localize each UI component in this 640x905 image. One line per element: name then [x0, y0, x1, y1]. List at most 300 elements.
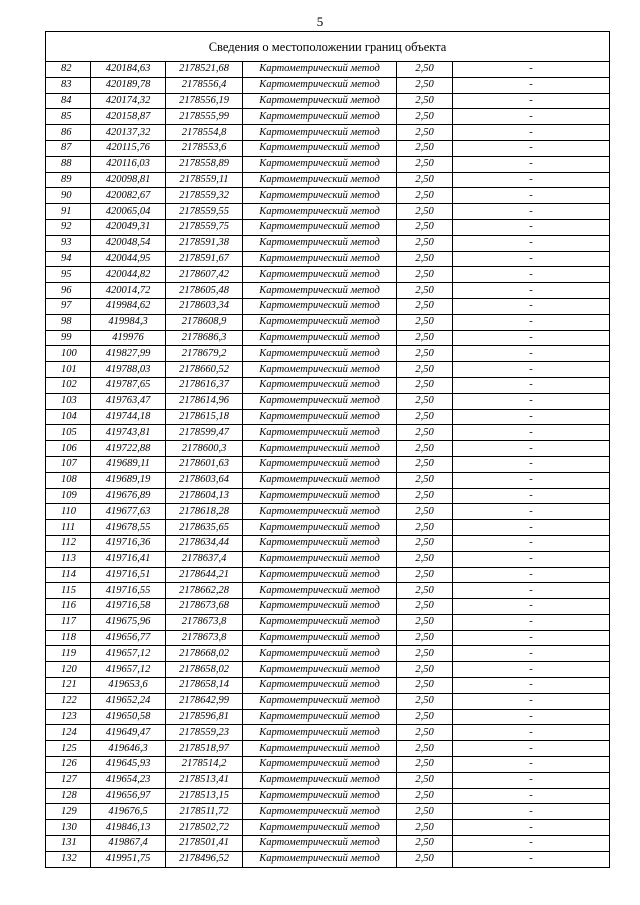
y-coordinate-cell: 2178513,15 — [166, 788, 243, 804]
accuracy-cell: 2,50 — [397, 109, 453, 125]
y-coordinate-cell: 2178518,97 — [166, 741, 243, 757]
table-row — [46, 330, 610, 346]
accuracy-cell: 2,50 — [397, 693, 453, 709]
table-row — [46, 820, 610, 836]
method-cell: Картометрический метод — [243, 219, 397, 235]
y-coordinate-cell: 2178679,2 — [166, 346, 243, 362]
description-cell: - — [453, 567, 610, 583]
accuracy-cell: 2,50 — [397, 614, 453, 630]
point-number-cell: 109 — [46, 488, 91, 504]
method-cell: Картометрический метод — [243, 251, 397, 267]
table-row — [46, 62, 610, 78]
table-row — [46, 709, 610, 725]
description-cell: - — [453, 693, 610, 709]
point-number-cell: 122 — [46, 693, 91, 709]
method-cell: Картометрический метод — [243, 741, 397, 757]
x-coordinate-cell: 419675,96 — [91, 614, 166, 630]
y-coordinate-cell: 2178559,55 — [166, 204, 243, 220]
description-cell: - — [453, 535, 610, 551]
table-row — [46, 267, 610, 283]
y-coordinate-cell: 2178615,18 — [166, 409, 243, 425]
method-cell: Картометрический метод — [243, 836, 397, 852]
x-coordinate-cell: 419649,47 — [91, 725, 166, 741]
x-coordinate-cell: 420116,03 — [91, 156, 166, 172]
method-cell: Картометрический метод — [243, 820, 397, 836]
point-number-cell: 103 — [46, 393, 91, 409]
method-cell: Картометрический метод — [243, 757, 397, 773]
x-coordinate-cell: 419676,89 — [91, 488, 166, 504]
y-coordinate-cell: 2178501,41 — [166, 836, 243, 852]
accuracy-cell: 2,50 — [397, 140, 453, 156]
y-coordinate-cell: 2178511,72 — [166, 804, 243, 820]
accuracy-cell: 2,50 — [397, 77, 453, 93]
x-coordinate-cell: 419645,93 — [91, 757, 166, 773]
table-row — [46, 772, 610, 788]
accuracy-cell: 2,50 — [397, 377, 453, 393]
x-coordinate-cell: 419827,99 — [91, 346, 166, 362]
accuracy-cell: 2,50 — [397, 298, 453, 314]
description-cell: - — [453, 219, 610, 235]
point-number-cell: 126 — [46, 757, 91, 773]
method-cell: Картометрический метод — [243, 599, 397, 615]
y-coordinate-cell: 2178658,14 — [166, 678, 243, 694]
point-number-cell: 117 — [46, 614, 91, 630]
accuracy-cell: 2,50 — [397, 409, 453, 425]
page-number: 5 — [316, 14, 324, 29]
method-cell: Картометрический метод — [243, 693, 397, 709]
accuracy-cell: 2,50 — [397, 504, 453, 520]
x-coordinate-cell: 420082,67 — [91, 188, 166, 204]
y-coordinate-cell: 2178603,64 — [166, 472, 243, 488]
method-cell: Картометрический метод — [243, 567, 397, 583]
y-coordinate-cell: 2178555,99 — [166, 109, 243, 125]
accuracy-cell: 2,50 — [397, 804, 453, 820]
description-cell: - — [453, 172, 610, 188]
description-cell: - — [453, 188, 610, 204]
description-cell: - — [453, 757, 610, 773]
x-coordinate-cell: 420098,81 — [91, 172, 166, 188]
description-cell: - — [453, 520, 610, 536]
accuracy-cell: 2,50 — [397, 583, 453, 599]
description-cell: - — [453, 725, 610, 741]
table-caption-row — [46, 32, 610, 62]
description-cell: - — [453, 662, 610, 678]
point-number-cell: 94 — [46, 251, 91, 267]
y-coordinate-cell: 2178596,81 — [166, 709, 243, 725]
accuracy-cell: 2,50 — [397, 251, 453, 267]
point-number-cell: 93 — [46, 235, 91, 251]
method-cell: Картометрический метод — [243, 156, 397, 172]
x-coordinate-cell: 420137,32 — [91, 125, 166, 141]
method-cell: Картометрический метод — [243, 267, 397, 283]
accuracy-cell: 2,50 — [397, 662, 453, 678]
description-cell: - — [453, 204, 610, 220]
accuracy-cell: 2,50 — [397, 267, 453, 283]
y-coordinate-cell: 2178559,75 — [166, 219, 243, 235]
table-row — [46, 441, 610, 457]
table-row — [46, 804, 610, 820]
method-cell: Картометрический метод — [243, 725, 397, 741]
table-row — [46, 93, 610, 109]
point-number-cell: 102 — [46, 377, 91, 393]
accuracy-cell: 2,50 — [397, 551, 453, 567]
accuracy-cell: 2,50 — [397, 346, 453, 362]
point-number-cell: 84 — [46, 93, 91, 109]
description-cell: - — [453, 62, 610, 78]
x-coordinate-cell: 419743,81 — [91, 425, 166, 441]
point-number-cell: 112 — [46, 535, 91, 551]
table-row — [46, 188, 610, 204]
method-cell: Картометрический метод — [243, 393, 397, 409]
y-coordinate-cell: 2178644,21 — [166, 567, 243, 583]
description-cell: - — [453, 140, 610, 156]
x-coordinate-cell: 419716,36 — [91, 535, 166, 551]
x-coordinate-cell: 419788,03 — [91, 362, 166, 378]
description-cell: - — [453, 820, 610, 836]
x-coordinate-cell: 419653,6 — [91, 678, 166, 694]
point-number-cell: 86 — [46, 125, 91, 141]
table-row — [46, 741, 610, 757]
accuracy-cell: 2,50 — [397, 219, 453, 235]
method-cell: Картометрический метод — [243, 362, 397, 378]
description-cell: - — [453, 425, 610, 441]
point-number-cell: 115 — [46, 583, 91, 599]
method-cell: Картометрический метод — [243, 851, 397, 867]
method-cell: Картометрический метод — [243, 583, 397, 599]
description-cell: - — [453, 551, 610, 567]
table-row — [46, 678, 610, 694]
y-coordinate-cell: 2178553,6 — [166, 140, 243, 156]
accuracy-cell: 2,50 — [397, 757, 453, 773]
table-row — [46, 283, 610, 299]
table-row — [46, 456, 610, 472]
table-row — [46, 551, 610, 567]
x-coordinate-cell: 420184,63 — [91, 62, 166, 78]
point-number-cell: 95 — [46, 267, 91, 283]
x-coordinate-cell: 419676,5 — [91, 804, 166, 820]
x-coordinate-cell: 420049,31 — [91, 219, 166, 235]
accuracy-cell: 2,50 — [397, 741, 453, 757]
table-row — [46, 314, 610, 330]
description-cell: - — [453, 599, 610, 615]
method-cell: Картометрический метод — [243, 346, 397, 362]
y-coordinate-cell: 2178616,37 — [166, 377, 243, 393]
x-coordinate-cell: 419650,58 — [91, 709, 166, 725]
y-coordinate-cell: 2178591,67 — [166, 251, 243, 267]
description-cell: - — [453, 456, 610, 472]
point-number-cell: 106 — [46, 441, 91, 457]
y-coordinate-cell: 2178605,48 — [166, 283, 243, 299]
description-cell: - — [453, 235, 610, 251]
x-coordinate-cell: 419787,65 — [91, 377, 166, 393]
table-row — [46, 425, 610, 441]
y-coordinate-cell: 2178559,23 — [166, 725, 243, 741]
y-coordinate-cell: 2178603,34 — [166, 298, 243, 314]
method-cell: Картометрический метод — [243, 662, 397, 678]
x-coordinate-cell: 420044,95 — [91, 251, 166, 267]
x-coordinate-cell: 420189,78 — [91, 77, 166, 93]
method-cell: Картометрический метод — [243, 678, 397, 694]
method-cell: Картометрический метод — [243, 646, 397, 662]
x-coordinate-cell: 420044,82 — [91, 267, 166, 283]
x-coordinate-cell: 419652,24 — [91, 693, 166, 709]
description-cell: - — [453, 504, 610, 520]
y-coordinate-cell: 2178642,99 — [166, 693, 243, 709]
method-cell: Картометрический метод — [243, 535, 397, 551]
description-cell: - — [453, 709, 610, 725]
x-coordinate-cell: 419689,11 — [91, 456, 166, 472]
method-cell: Картометрический метод — [243, 283, 397, 299]
table-row — [46, 298, 610, 314]
y-coordinate-cell: 2178658,02 — [166, 662, 243, 678]
y-coordinate-cell: 2178614,96 — [166, 393, 243, 409]
description-cell: - — [453, 283, 610, 299]
description-cell: - — [453, 346, 610, 362]
x-coordinate-cell: 419716,55 — [91, 583, 166, 599]
x-coordinate-cell: 420014,72 — [91, 283, 166, 299]
method-cell: Картометрический метод — [243, 204, 397, 220]
method-cell: Картометрический метод — [243, 377, 397, 393]
x-coordinate-cell: 419677,63 — [91, 504, 166, 520]
description-cell: - — [453, 614, 610, 630]
table-row — [46, 851, 610, 867]
accuracy-cell: 2,50 — [397, 235, 453, 251]
method-cell: Картометрический метод — [243, 93, 397, 109]
table-row — [46, 377, 610, 393]
x-coordinate-cell: 419846,13 — [91, 820, 166, 836]
y-coordinate-cell: 2178668,02 — [166, 646, 243, 662]
description-cell: - — [453, 251, 610, 267]
method-cell: Картометрический метод — [243, 804, 397, 820]
point-number-cell: 128 — [46, 788, 91, 804]
method-cell: Картометрический метод — [243, 314, 397, 330]
method-cell: Картометрический метод — [243, 172, 397, 188]
y-coordinate-cell: 2178556,19 — [166, 93, 243, 109]
table-row — [46, 346, 610, 362]
y-coordinate-cell: 2178502,72 — [166, 820, 243, 836]
point-number-cell: 107 — [46, 456, 91, 472]
point-number-cell: 125 — [46, 741, 91, 757]
accuracy-cell: 2,50 — [397, 820, 453, 836]
x-coordinate-cell: 420048,54 — [91, 235, 166, 251]
method-cell: Картометрический метод — [243, 235, 397, 251]
y-coordinate-cell: 2178637,4 — [166, 551, 243, 567]
method-cell: Картометрический метод — [243, 125, 397, 141]
description-cell: - — [453, 409, 610, 425]
table-row — [46, 725, 610, 741]
accuracy-cell: 2,50 — [397, 172, 453, 188]
table-row — [46, 235, 610, 251]
x-coordinate-cell: 419657,12 — [91, 646, 166, 662]
description-cell: - — [453, 741, 610, 757]
point-number-cell: 105 — [46, 425, 91, 441]
method-cell: Картометрический метод — [243, 504, 397, 520]
accuracy-cell: 2,50 — [397, 851, 453, 867]
description-cell: - — [453, 472, 610, 488]
description-cell: - — [453, 77, 610, 93]
x-coordinate-cell: 419722,88 — [91, 441, 166, 457]
x-coordinate-cell: 419951,75 — [91, 851, 166, 867]
method-cell: Картометрический метод — [243, 441, 397, 457]
boundary-coordinates-table — [45, 31, 610, 868]
point-number-cell: 96 — [46, 283, 91, 299]
point-number-cell: 111 — [46, 520, 91, 536]
point-number-cell: 91 — [46, 204, 91, 220]
point-number-cell: 119 — [46, 646, 91, 662]
table-row — [46, 409, 610, 425]
accuracy-cell: 2,50 — [397, 836, 453, 852]
accuracy-cell: 2,50 — [397, 283, 453, 299]
method-cell: Картометрический метод — [243, 298, 397, 314]
point-number-cell: 110 — [46, 504, 91, 520]
accuracy-cell: 2,50 — [397, 488, 453, 504]
description-cell: - — [453, 377, 610, 393]
y-coordinate-cell: 2178554,8 — [166, 125, 243, 141]
description-cell: - — [453, 441, 610, 457]
table-row — [46, 567, 610, 583]
y-coordinate-cell: 2178559,11 — [166, 172, 243, 188]
table-row — [46, 251, 610, 267]
point-number-cell: 88 — [46, 156, 91, 172]
accuracy-cell: 2,50 — [397, 472, 453, 488]
point-number-cell: 97 — [46, 298, 91, 314]
table-row — [46, 788, 610, 804]
accuracy-cell: 2,50 — [397, 630, 453, 646]
method-cell: Картометрический метод — [243, 551, 397, 567]
accuracy-cell: 2,50 — [397, 125, 453, 141]
point-number-cell: 131 — [46, 836, 91, 852]
x-coordinate-cell: 420174,32 — [91, 93, 166, 109]
method-cell: Картометрический метод — [243, 709, 397, 725]
description-cell: - — [453, 362, 610, 378]
y-coordinate-cell: 2178635,65 — [166, 520, 243, 536]
table-row — [46, 393, 610, 409]
point-number-cell: 92 — [46, 219, 91, 235]
table-row — [46, 836, 610, 852]
point-number-cell: 129 — [46, 804, 91, 820]
description-cell: - — [453, 330, 610, 346]
description-cell: - — [453, 314, 610, 330]
table-row — [46, 662, 610, 678]
method-cell: Картометрический метод — [243, 109, 397, 125]
method-cell: Картометрический метод — [243, 630, 397, 646]
accuracy-cell: 2,50 — [397, 188, 453, 204]
accuracy-cell: 2,50 — [397, 456, 453, 472]
point-number-cell: 99 — [46, 330, 91, 346]
y-coordinate-cell: 2178660,52 — [166, 362, 243, 378]
x-coordinate-cell: 419867,4 — [91, 836, 166, 852]
x-coordinate-cell: 420158,87 — [91, 109, 166, 125]
description-cell: - — [453, 298, 610, 314]
x-coordinate-cell: 419656,97 — [91, 788, 166, 804]
point-number-cell: 98 — [46, 314, 91, 330]
method-cell: Картометрический метод — [243, 409, 397, 425]
method-cell: Картометрический метод — [243, 188, 397, 204]
y-coordinate-cell: 2178521,68 — [166, 62, 243, 78]
y-coordinate-cell: 2178604,13 — [166, 488, 243, 504]
point-number-cell: 118 — [46, 630, 91, 646]
table-row — [46, 219, 610, 235]
table-row — [46, 646, 610, 662]
description-cell: - — [453, 156, 610, 172]
accuracy-cell: 2,50 — [397, 725, 453, 741]
description-cell: - — [453, 804, 610, 820]
accuracy-cell: 2,50 — [397, 204, 453, 220]
accuracy-cell: 2,50 — [397, 772, 453, 788]
table-row — [46, 488, 610, 504]
table-row — [46, 140, 610, 156]
x-coordinate-cell: 419657,12 — [91, 662, 166, 678]
table-caption: Сведения о местоположении границ объекта — [46, 32, 610, 62]
y-coordinate-cell: 2178673,8 — [166, 630, 243, 646]
description-cell: - — [453, 267, 610, 283]
x-coordinate-cell: 420115,76 — [91, 140, 166, 156]
description-cell: - — [453, 772, 610, 788]
point-number-cell: 124 — [46, 725, 91, 741]
table-row — [46, 757, 610, 773]
point-number-cell: 116 — [46, 599, 91, 615]
accuracy-cell: 2,50 — [397, 330, 453, 346]
y-coordinate-cell: 2178673,68 — [166, 599, 243, 615]
description-cell: - — [453, 678, 610, 694]
point-number-cell: 100 — [46, 346, 91, 362]
description-cell: - — [453, 788, 610, 804]
accuracy-cell: 2,50 — [397, 362, 453, 378]
x-coordinate-cell: 419646,3 — [91, 741, 166, 757]
method-cell: Картометрический метод — [243, 77, 397, 93]
x-coordinate-cell: 419716,58 — [91, 599, 166, 615]
x-coordinate-cell: 419654,23 — [91, 772, 166, 788]
accuracy-cell: 2,50 — [397, 520, 453, 536]
method-cell: Картометрический метод — [243, 488, 397, 504]
y-coordinate-cell: 2178558,89 — [166, 156, 243, 172]
point-number-cell: 82 — [46, 62, 91, 78]
accuracy-cell: 2,50 — [397, 567, 453, 583]
table-row — [46, 599, 610, 615]
x-coordinate-cell: 419984,62 — [91, 298, 166, 314]
accuracy-cell: 2,50 — [397, 156, 453, 172]
y-coordinate-cell: 2178600,3 — [166, 441, 243, 457]
table-row — [46, 204, 610, 220]
accuracy-cell: 2,50 — [397, 646, 453, 662]
point-number-cell: 130 — [46, 820, 91, 836]
y-coordinate-cell: 2178601,63 — [166, 456, 243, 472]
y-coordinate-cell: 2178514,2 — [166, 757, 243, 773]
x-coordinate-cell: 419976 — [91, 330, 166, 346]
table-row — [46, 583, 610, 599]
x-coordinate-cell: 419716,41 — [91, 551, 166, 567]
accuracy-cell: 2,50 — [397, 709, 453, 725]
accuracy-cell: 2,50 — [397, 788, 453, 804]
point-number-cell: 85 — [46, 109, 91, 125]
point-number-cell: 89 — [46, 172, 91, 188]
accuracy-cell: 2,50 — [397, 425, 453, 441]
x-coordinate-cell: 419763,47 — [91, 393, 166, 409]
accuracy-cell: 2,50 — [397, 441, 453, 457]
description-cell: - — [453, 393, 610, 409]
table-row — [46, 504, 610, 520]
table-row — [46, 630, 610, 646]
accuracy-cell: 2,50 — [397, 535, 453, 551]
method-cell: Картометрический метод — [243, 456, 397, 472]
table-row — [46, 520, 610, 536]
description-cell: - — [453, 488, 610, 504]
point-number-cell: 123 — [46, 709, 91, 725]
point-number-cell: 90 — [46, 188, 91, 204]
method-cell: Картометрический метод — [243, 788, 397, 804]
table-row — [46, 109, 610, 125]
method-cell: Картометрический метод — [243, 472, 397, 488]
